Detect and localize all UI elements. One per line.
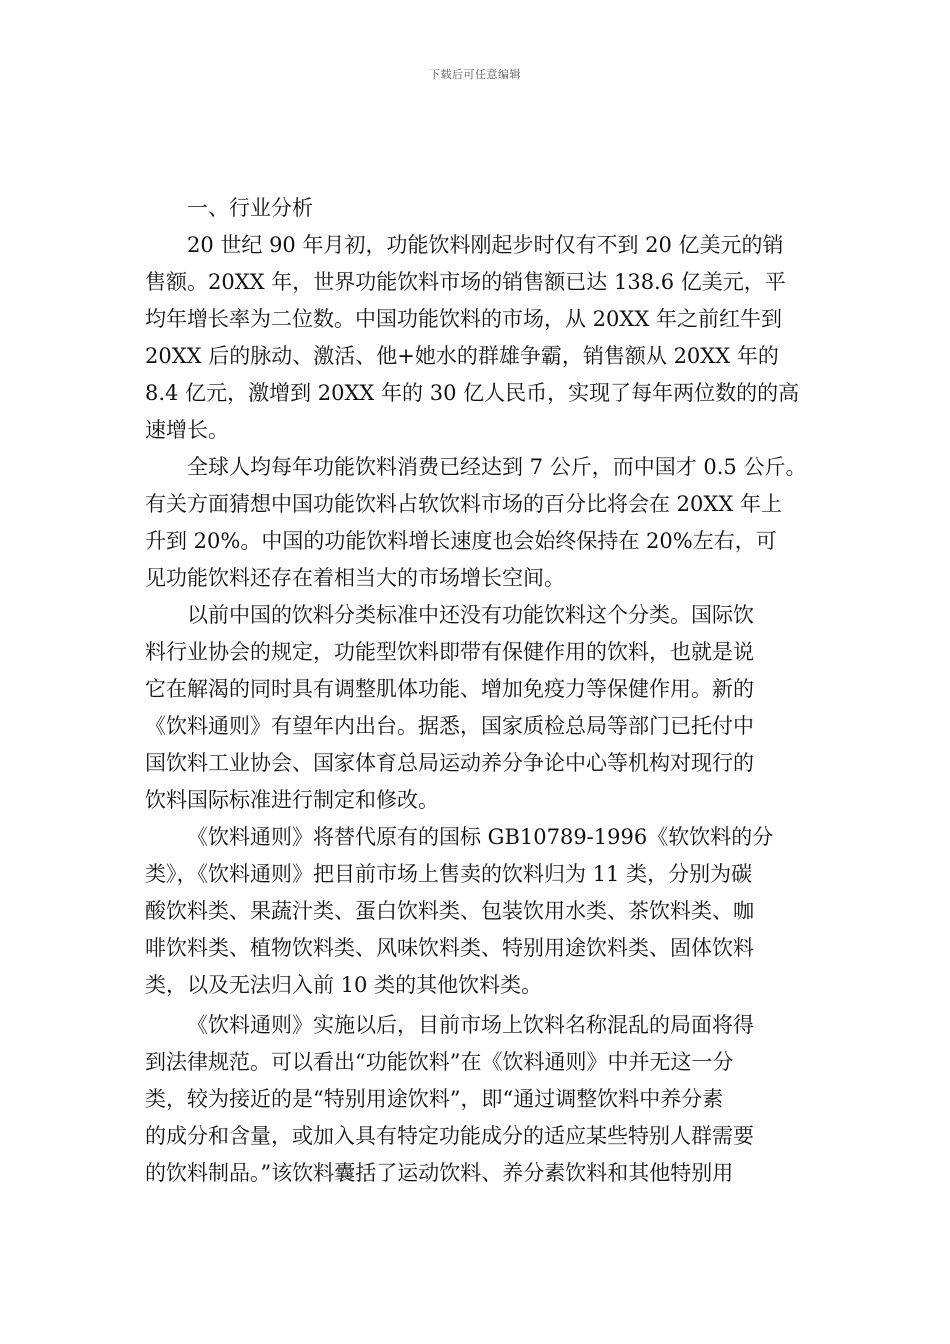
paragraph-line: 均年增长率为二位数。中国功能饮料的市场，从 20XX 年之前红牛到: [145, 307, 782, 331]
paragraph-line: 全球人均每年功能饮料消费已经达到 7 公斤，而中国才 0.5 公斤。: [187, 455, 807, 479]
paragraph-4: [145, 819, 807, 1004]
paragraph-line: 《饮料通则》将替代原有的国标 GB10789-1996《软饮料的分: [187, 825, 774, 849]
paragraph-line: 饮料国际标准进行制定和修改。: [145, 788, 439, 812]
section-heading: 一、行业分析: [187, 196, 313, 220]
paragraph-line: 国饮料工业协会、国家体育总局运动养分争论中心等机构对现行的: [145, 751, 754, 775]
paragraph-line: 20 世纪 90 年月初，功能饮料刚起步时仅有不到 20 亿美元的销: [187, 233, 784, 257]
paragraph-line: 8.4 亿元，激增到 20XX 年的 30 亿人民币，实现了每年两位数的的高: [145, 381, 800, 405]
paragraph-line: 类，以及无法归入前 10 类的其他饮料类。: [145, 973, 543, 997]
paragraph-line: 速增长。: [145, 418, 229, 442]
paragraph-line: 类，较为接近的是“特别用途饮料”，即“通过调整饮料中养分素: [145, 1087, 724, 1111]
paragraph-line: 到法律规范。可以看出“功能饮料”在《饮料通则》中并无这一分: [145, 1050, 734, 1074]
paragraph-line: 以前中国的饮料分类标准中还没有功能饮料这个分类。国际饮: [187, 603, 754, 627]
paragraph-line: 20XX 后的脉动、激活、他+她水的群雄争霸，销售额从 20XX 年的: [145, 344, 779, 368]
page-header-note: 下载后可任意编辑: [429, 68, 521, 81]
document-body: [145, 190, 807, 1192]
paragraph-3: [145, 597, 807, 819]
paragraph-line: 见功能饮料还存在着相当大的市场增长空间。: [145, 566, 565, 590]
paragraph-line: 售额。20XX 年，世界功能饮料市场的销售额已达 138.6 亿美元，平: [145, 270, 786, 294]
paragraph-line: 啡饮料类、植物饮料类、风味饮料类、特别用途饮料类、固体饮料: [145, 936, 754, 960]
paragraph-line: 料行业协会的规定，功能型饮料即带有保健作用的饮料，也就是说: [145, 640, 754, 664]
paragraph-line: 的成分和含量，或加入具有特定功能成分的适应某些特别人群需要: [145, 1124, 754, 1148]
paragraph-line: 类》，《饮料通则》把目前市场上售卖的饮料归为 11 类，分别为碳: [145, 862, 753, 886]
paragraph-2: [145, 449, 807, 597]
paragraph-line: 的饮料制品。”该饮料囊括了运动饮料、养分素饮料和其他特别用: [145, 1161, 734, 1185]
paragraph-line: 有关方面猜想中国功能饮料占软饮料市场的百分比将会在 20XX 年上: [145, 492, 782, 516]
paragraph-line: 它在解渴的同时具有调整肌体功能、增加免疫力等保健作用。新的: [145, 677, 754, 701]
paragraph-5: [145, 1007, 807, 1192]
paragraph-line: 《饮料通则》有望年内出台。据悉，国家质检总局等部门已托付中: [145, 714, 754, 738]
paragraph-1: [145, 227, 807, 449]
paragraph-line: 《饮料通则》实施以后，目前市场上饮料名称混乱的局面将得: [187, 1013, 754, 1037]
paragraph-line: 酸饮料类、果蔬汁类、蛋白饮料类、包装饮用水类、茶饮料类、咖: [145, 899, 754, 923]
paragraph-line: 升到 20%。中国的功能饮料增长速度也会始终保持在 20%左右，可: [145, 529, 777, 553]
